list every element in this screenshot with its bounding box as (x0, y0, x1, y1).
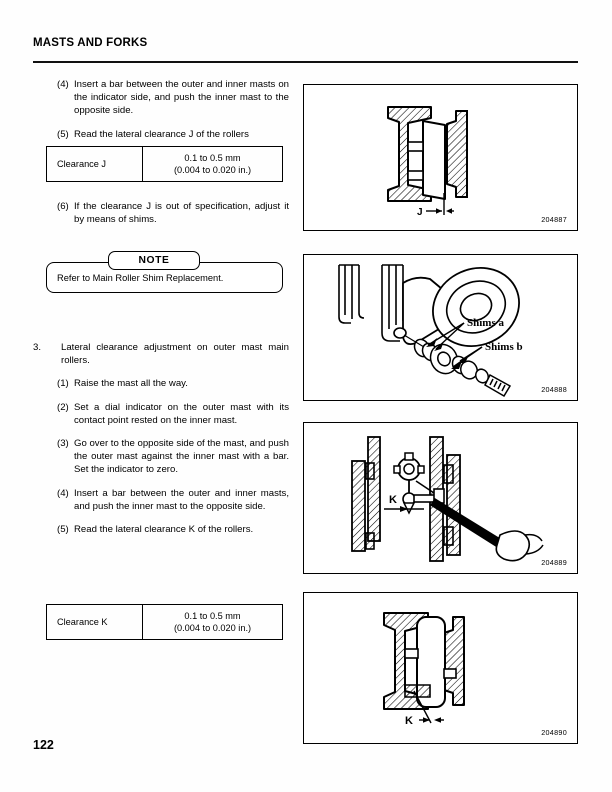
figure-3-callout-k: K (389, 494, 397, 506)
section-marker: 3. (33, 342, 42, 353)
step-5-outer-mast (33, 523, 289, 536)
step-5-inner-mast (33, 128, 289, 141)
mast-cross-section-k-diagram (304, 593, 576, 742)
dial-indicator-setup-diagram (304, 423, 576, 572)
figure-panel-3 (303, 422, 578, 574)
note-callout (46, 251, 283, 293)
figure-2-number: 204888 (541, 385, 567, 394)
step-text: Raise the mast all the way. (74, 378, 188, 390)
step-text: Read the lateral clearance J of the rollers (74, 128, 249, 140)
figure-panel-1 (303, 84, 578, 231)
clearance-k-label: Clearance K (47, 605, 143, 639)
clearance-j-label: Clearance J (47, 147, 143, 181)
step-text: If the clearance J is out of specification, adjust it by means of shims. (74, 201, 289, 226)
step-marker: (5) (57, 524, 69, 536)
clearance-k-value (143, 605, 282, 639)
note-tab-label: NOTE (108, 251, 200, 270)
step-text: Insert a bar between the outer and inner masts on the indicator side, and push the inner mast to the opposite side. (74, 79, 289, 117)
step-marker: (4) (57, 487, 69, 499)
figure-2-callout-shims-a: Shims a (467, 317, 504, 329)
figure-panel-4 (303, 592, 578, 744)
step-text: Go over to the opposite side of the mast, and push the outer mast against the inner mast with a bar. Set the indicator to zero. (74, 438, 289, 476)
figure-2-callout-shims-b: Shims b (485, 341, 523, 353)
step-marker: (3) (57, 438, 69, 450)
step-6-inner-mast (33, 200, 289, 226)
clearance-j-value (143, 147, 282, 181)
clearance-k-table (46, 604, 283, 640)
page-header-title: MASTS AND FORKS (33, 37, 148, 49)
mast-cross-section-j-diagram (304, 85, 576, 229)
page-number: 122 (33, 738, 54, 752)
step-text: Read the lateral clearance K of the rollers. (74, 524, 254, 536)
step-text: Set a dial indicator on the outer mast with its contact point rested on the inner mast. (74, 401, 289, 426)
step-1-outer-mast (33, 377, 289, 390)
step-4-outer-mast (33, 487, 289, 513)
header-divider (33, 61, 578, 63)
body-text-column-3 (33, 341, 289, 546)
clearance-k-imperial: (0.004 to 0.020 in.) (173, 623, 252, 633)
step-marker: (5) (57, 128, 69, 140)
body-text-column (33, 78, 289, 151)
figure-panel-2 (303, 254, 578, 401)
figure-1-number: 204887 (541, 215, 567, 224)
step-4-inner-mast (33, 78, 289, 118)
step-3-outer-mast (33, 437, 289, 477)
clearance-j-imperial: (0.004 to 0.020 in.) (173, 165, 252, 175)
step-marker: (6) (57, 201, 69, 212)
figure-4-number: 204890 (541, 728, 567, 737)
section-3-heading (33, 341, 289, 367)
step-marker: (4) (57, 79, 69, 90)
clearance-k-metric: 0.1 to 0.5 mm (184, 611, 241, 621)
step-text: Insert a bar between the outer and inner masts, and push the inner mast to the opposite side. (74, 487, 289, 512)
roller-shim-exploded-diagram (304, 255, 576, 399)
step-marker: (2) (57, 401, 69, 413)
body-text-column-2 (33, 200, 289, 236)
figure-1-callout-j: J (417, 207, 423, 218)
section-text: Lateral clearance adjustment on outer mast main rollers. (61, 342, 289, 367)
step-marker: (1) (57, 378, 69, 390)
clearance-j-table (46, 146, 283, 182)
note-text: Refer to Main Roller Shim Replacement. (57, 272, 224, 283)
figure-3-number: 204889 (541, 558, 567, 567)
step-2-outer-mast (33, 401, 289, 427)
clearance-j-metric: 0.1 to 0.5 mm (184, 153, 241, 163)
figure-4-callout-k: K (405, 715, 413, 727)
